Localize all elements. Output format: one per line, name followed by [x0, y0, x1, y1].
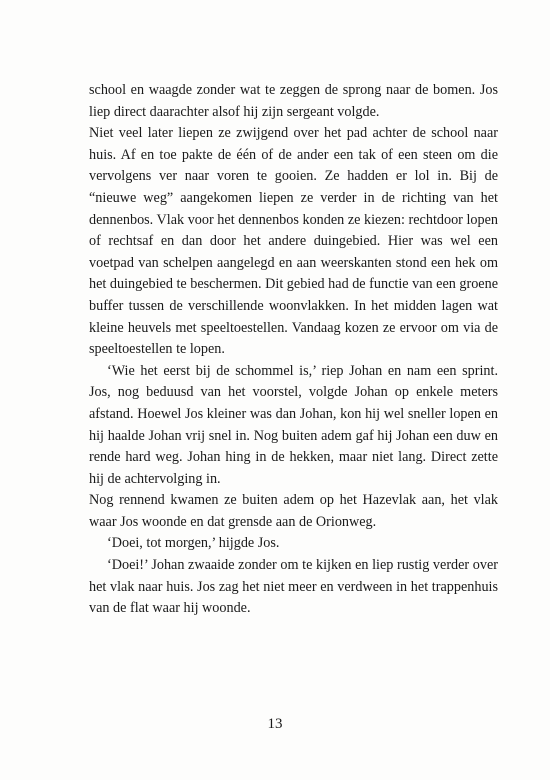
page-number: 13	[267, 716, 283, 732]
paragraph: Nog rennend kwamen ze buiten adem op het Hazevlak aan, het vlak waar Jos woonde en dat grensde aan de Orionweg.	[89, 492, 498, 530]
paragraph: school en waagde zonder wat te zeggen de sprong naar de bomen. Jos liep direct daarachter alsof hij zijn sergeant volgde.	[89, 82, 498, 120]
body-text	[89, 80, 498, 620]
paragraph: ‘Wie het eerst bij de schommel is,’ riep Johan en nam een sprint. Jos, nog beduusd van het voorstel, volgde Johan op enkele meters afstand. Hoewel Jos kleiner was dan Johan, kon hij wel sneller lopen en hij haalde Johan vrij snel in. Nog buiten adem gaf hij Johan een duw en rende hard weg. Johan hing in de hekken, maar niet lang. Direct zette hij de achtervolging in.	[89, 362, 498, 487]
paragraph: ‘Doei!’ Johan zwaaide zonder om te kijken en liep rustig verder over het vlak naar huis. Jos zag het niet meer en verdween in het trappenhuis van de flat waar hij woonde.	[89, 557, 498, 617]
paragraph: ‘Doei, tot morgen,’ hijgde Jos.	[107, 535, 280, 552]
paragraph: Niet veel later liepen ze zwijgend over het pad achter de school naar huis. Af en toe pakte de één of de ander een tak of een steen om die vervolgens ver naar voren te gooien. Ze hadden er lol in. Bij de “nieuwe weg” aangekomen liepen ze verder in de richting van het dennenbos. Vlak voor het dennenbos konden ze kiezen: rechtdoor lopen of rechtsaf en dan door het andere duingebied. Hier was wel een voetpad van schelpen aangelegd en aan weerskanten stond een hek om het duingebied te beschermen. Dit gebied had de functie van een groene buffer tussen de verschillende woonvlakken. In het midden lagen wat kleine heuvels met speeltoestellen. Vandaag kozen ze ervoor om via de speeltoestellen te lopen.	[89, 125, 498, 358]
